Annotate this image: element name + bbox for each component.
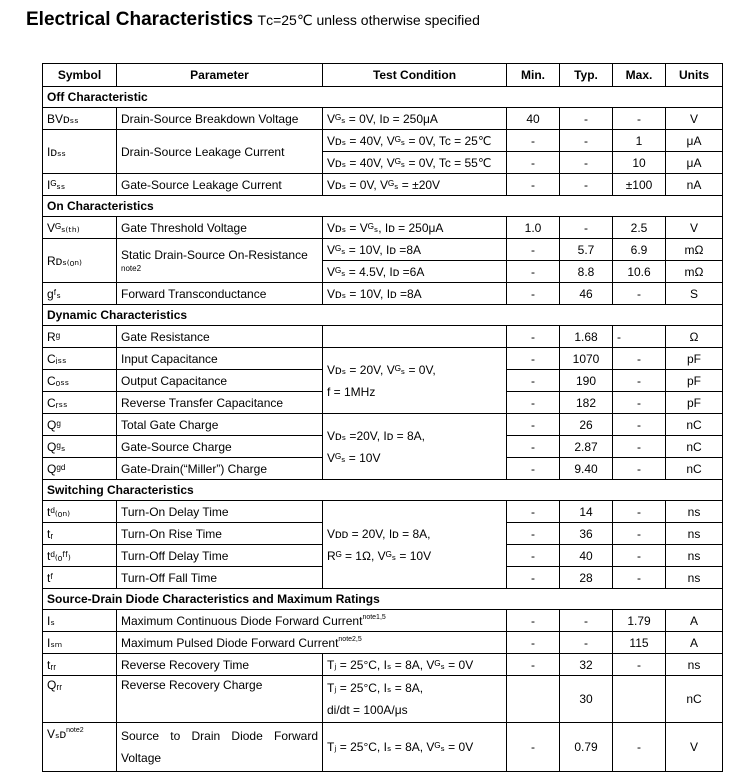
symbol-cell: tᵣ — [43, 523, 117, 545]
parameter-cell — [117, 632, 507, 654]
condition-cell — [323, 348, 507, 414]
condition-line: f = 1MHz — [327, 384, 376, 399]
min-cell: - — [507, 501, 560, 523]
parameter-cell: Output Capacitance — [117, 370, 323, 392]
min-cell: 1.0 — [507, 217, 560, 239]
parameter-cell: Gate Resistance — [117, 326, 323, 348]
condition-cell — [323, 676, 507, 723]
max-cell: 2.5 — [613, 217, 666, 239]
min-cell — [507, 676, 560, 723]
table-row — [43, 632, 723, 654]
unit-cell: pF — [666, 392, 723, 414]
unit-cell: ns — [666, 567, 723, 589]
parameter-cell — [117, 239, 323, 283]
symbol-cell: Cᵢₛₛ — [43, 348, 117, 370]
table-row — [43, 654, 723, 676]
symbol-cell: Vᴳₛ₍ₜₕ₎ — [43, 217, 117, 239]
table-row — [43, 501, 723, 523]
unit-cell: ns — [666, 654, 723, 676]
section-row — [43, 196, 723, 217]
section-switching: Switching Characteristics — [43, 480, 723, 501]
col-max: Max. — [613, 64, 666, 87]
unit-cell: nC — [666, 414, 723, 436]
typ-cell: 1070 — [560, 348, 613, 370]
col-units: Units — [666, 64, 723, 87]
max-cell: 10 — [613, 152, 666, 174]
symbol-cell: tᵈ₍ₒₙ₎ — [43, 501, 117, 523]
condition-cell: Vᴅₛ = 0V, Vᴳₛ = ±20V — [323, 174, 507, 196]
min-cell: - — [507, 414, 560, 436]
symbol-cell: Iᴳₛₛ — [43, 174, 117, 196]
min-cell: - — [507, 458, 560, 480]
typ-cell: 26 — [560, 414, 613, 436]
unit-cell: A — [666, 632, 723, 654]
typ-cell: 190 — [560, 370, 613, 392]
max-cell: 1.79 — [613, 610, 666, 632]
symbol-cell: Iₛ — [43, 610, 117, 632]
max-cell: - — [613, 283, 666, 305]
parameter-cell: Forward Transconductance — [117, 283, 323, 305]
parameter-line: Source to Drain Diode Forward — [121, 729, 318, 743]
min-cell: - — [507, 632, 560, 654]
parameter-cell: Turn-On Rise Time — [117, 523, 323, 545]
min-cell: - — [507, 283, 560, 305]
parameter-cell: Reverse Recovery Time — [117, 654, 323, 676]
min-cell: - — [507, 610, 560, 632]
condition-cell — [323, 326, 507, 348]
typ-cell: - — [560, 130, 613, 152]
max-cell: - — [613, 348, 666, 370]
min-cell: - — [507, 436, 560, 458]
condition-cell — [323, 501, 507, 589]
condition-cell: Vᴳₛ = 4.5V, Iᴅ =6A — [323, 261, 507, 283]
unit-cell: nC — [666, 436, 723, 458]
parameter-cell: Turn-Off Fall Time — [117, 567, 323, 589]
table-row — [43, 239, 723, 261]
table-row — [43, 676, 723, 723]
typ-cell: 182 — [560, 392, 613, 414]
condition-cell: Vᴳₛ = 0V, Iᴅ = 250μA — [323, 108, 507, 130]
table-row — [43, 326, 723, 348]
section-row — [43, 305, 723, 326]
max-cell: 10.6 — [613, 261, 666, 283]
condition-cell — [323, 414, 507, 480]
max-cell: - — [613, 545, 666, 567]
symbol-cell: tᵈ₍ₒᶠᶠ₎ — [43, 545, 117, 567]
unit-cell: mΩ — [666, 239, 723, 261]
unit-cell: pF — [666, 348, 723, 370]
parameter-text: Static Drain-Source On-Resistance — [121, 247, 308, 262]
symbol-cell — [43, 723, 117, 772]
max-cell: - — [613, 567, 666, 589]
unit-cell: nA — [666, 174, 723, 196]
section-dynamic: Dynamic Characteristics — [43, 305, 723, 326]
parameter-cell — [117, 610, 507, 632]
parameter-text: Maximum Continuous Diode Forward Current — [121, 613, 363, 628]
table-row — [43, 723, 723, 772]
note-ref: note2 — [66, 727, 84, 734]
symbol-cell: Qᵍₛ — [43, 436, 117, 458]
table-row — [43, 174, 723, 196]
page-title — [26, 9, 480, 31]
typ-cell: 0.79 — [560, 723, 613, 772]
symbol-cell: Qᵍᵈ — [43, 458, 117, 480]
section-diode: Source-Drain Diode Characteristics and Maximum Ratings — [43, 589, 723, 610]
col-parameter: Parameter — [117, 64, 323, 87]
min-cell: - — [507, 723, 560, 772]
table-row — [43, 610, 723, 632]
unit-cell: ns — [666, 501, 723, 523]
unit-cell: nC — [666, 676, 723, 723]
col-min: Min. — [507, 64, 560, 87]
symbol-text: Vₛᴅ — [47, 727, 67, 741]
unit-cell: V — [666, 108, 723, 130]
max-cell: - — [613, 326, 666, 348]
note-ref: note2 — [121, 263, 142, 273]
condition-cell: Vᴅₛ = 40V, Vᴳₛ = 0V, Tc = 25℃ — [323, 130, 507, 152]
symbol-cell: gᶠₛ — [43, 283, 117, 305]
parameter-cell: Gate-Source Leakage Current — [117, 174, 323, 196]
max-cell: - — [613, 108, 666, 130]
table-row — [43, 283, 723, 305]
table-row — [43, 217, 723, 239]
parameter-cell: Turn-Off Delay Time — [117, 545, 323, 567]
condition-line: Vᴳₛ = 10V — [327, 450, 381, 465]
parameter-cell: Reverse Recovery Charge — [117, 676, 323, 723]
unit-cell: ns — [666, 545, 723, 567]
min-cell: - — [507, 130, 560, 152]
typ-cell: - — [560, 174, 613, 196]
symbol-cell: Cₒₛₛ — [43, 370, 117, 392]
col-symbol: Symbol — [43, 64, 117, 87]
title-condition: Tᴄ=25℃ unless otherwise specified — [257, 12, 480, 28]
symbol-cell: Rᴅₛ₍ₒₙ₎ — [43, 239, 117, 283]
min-cell: - — [507, 261, 560, 283]
typ-cell: - — [560, 152, 613, 174]
min-cell: - — [507, 152, 560, 174]
parameter-text: Maximum Pulsed Diode Forward Current — [121, 635, 339, 650]
max-cell: - — [613, 723, 666, 772]
section-row — [43, 589, 723, 610]
condition-line: Rᴳ = 1Ω, Vᴳₛ = 10V — [327, 548, 432, 563]
min-cell: - — [507, 654, 560, 676]
header-row — [43, 64, 723, 87]
min-cell: - — [507, 239, 560, 261]
min-cell: - — [507, 392, 560, 414]
condition-cell: Vᴅₛ = 40V, Vᴳₛ = 0V, Tc = 55℃ — [323, 152, 507, 174]
unit-cell: μA — [666, 152, 723, 174]
section-row — [43, 480, 723, 501]
col-test-condition: Test Condition — [323, 64, 507, 87]
col-typ: Typ. — [560, 64, 613, 87]
max-cell: 115 — [613, 632, 666, 654]
unit-cell: μA — [666, 130, 723, 152]
title-main: Electrical Characteristics — [26, 9, 254, 30]
typ-cell: - — [560, 108, 613, 130]
unit-cell: V — [666, 217, 723, 239]
typ-cell: 28 — [560, 567, 613, 589]
typ-cell: 32 — [560, 654, 613, 676]
condition-cell: Tⱼ = 25°C, Iₛ = 8A, Vᴳₛ = 0V — [323, 654, 507, 676]
parameter-cell — [117, 723, 323, 772]
condition-cell: Vᴅₛ = 10V, Iᴅ =8A — [323, 283, 507, 305]
parameter-cell: Total Gate Charge — [117, 414, 323, 436]
unit-cell: mΩ — [666, 261, 723, 283]
unit-cell: ns — [666, 523, 723, 545]
symbol-cell: tᵣᵣ — [43, 654, 117, 676]
max-cell: - — [613, 654, 666, 676]
table-row — [43, 108, 723, 130]
symbol-cell: Qᵍ — [43, 414, 117, 436]
typ-cell: 5.7 — [560, 239, 613, 261]
max-cell: - — [613, 370, 666, 392]
parameter-cell: Reverse Transfer Capacitance — [117, 392, 323, 414]
max-cell: - — [613, 501, 666, 523]
unit-cell: pF — [666, 370, 723, 392]
unit-cell: Ω — [666, 326, 723, 348]
unit-cell: V — [666, 723, 723, 772]
typ-cell: 30 — [560, 676, 613, 723]
typ-cell: 8.8 — [560, 261, 613, 283]
typ-cell: 36 — [560, 523, 613, 545]
section-row — [43, 87, 723, 108]
note-ref: note2,5 — [338, 635, 362, 643]
condition-line: di/dt = 100A/μs — [327, 703, 408, 717]
parameter-cell: Drain-Source Leakage Current — [117, 130, 323, 174]
unit-cell: nC — [666, 458, 723, 480]
note-ref: note1,5 — [362, 613, 386, 621]
min-cell: - — [507, 174, 560, 196]
parameter-cell: Gate-Source Charge — [117, 436, 323, 458]
min-cell: - — [507, 567, 560, 589]
parameter-cell: Drain-Source Breakdown Voltage — [117, 108, 323, 130]
typ-cell: - — [560, 632, 613, 654]
min-cell: - — [507, 523, 560, 545]
condition-line: Vᴅᴅ = 20V, Iᴅ = 8A, — [327, 526, 431, 541]
section-on: On Characteristics — [43, 196, 723, 217]
condition-cell: Tⱼ = 25°C, Iₛ = 8A, Vᴳₛ = 0V — [323, 723, 507, 772]
max-cell: - — [613, 414, 666, 436]
max-cell: 6.9 — [613, 239, 666, 261]
typ-cell: 40 — [560, 545, 613, 567]
electrical-characteristics-table — [42, 63, 723, 772]
typ-cell: 1.68 — [560, 326, 613, 348]
min-cell: - — [507, 370, 560, 392]
typ-cell: - — [560, 217, 613, 239]
table-row — [43, 348, 723, 370]
symbol-cell: Iₛₘ — [43, 632, 117, 654]
condition-line: Vᴅₛ =20V, Iᴅ = 8A, — [327, 428, 425, 443]
typ-cell: 46 — [560, 283, 613, 305]
min-cell: - — [507, 326, 560, 348]
max-cell: - — [613, 458, 666, 480]
symbol-cell: Rᵍ — [43, 326, 117, 348]
symbol-cell: tᶠ — [43, 567, 117, 589]
symbol-cell: Iᴅₛₛ — [43, 130, 117, 174]
table-row — [43, 414, 723, 436]
parameter-cell: Turn-On Delay Time — [117, 501, 323, 523]
condition-line: Vᴅₛ = 20V, Vᴳₛ = 0V, — [327, 362, 436, 377]
symbol-cell: Qᵣᵣ — [43, 676, 117, 723]
parameter-line: Voltage — [121, 751, 162, 765]
max-cell: 1 — [613, 130, 666, 152]
max-cell: - — [613, 436, 666, 458]
table-row — [43, 130, 723, 152]
parameter-cell: Gate Threshold Voltage — [117, 217, 323, 239]
unit-cell: S — [666, 283, 723, 305]
symbol-cell: Cᵣₛₛ — [43, 392, 117, 414]
max-cell: ±100 — [613, 174, 666, 196]
typ-cell: 2.87 — [560, 436, 613, 458]
section-off: Off Characteristic — [43, 87, 723, 108]
parameter-cell: Gate-Drain(“Miller”) Charge — [117, 458, 323, 480]
min-cell: - — [507, 545, 560, 567]
max-cell — [613, 676, 666, 723]
typ-cell: - — [560, 610, 613, 632]
unit-cell: A — [666, 610, 723, 632]
symbol-cell: BVᴅₛₛ — [43, 108, 117, 130]
condition-cell: Vᴳₛ = 10V, Iᴅ =8A — [323, 239, 507, 261]
typ-cell: 14 — [560, 501, 613, 523]
condition-cell: Vᴅₛ = Vᴳₛ, Iᴅ = 250μA — [323, 217, 507, 239]
typ-cell: 9.40 — [560, 458, 613, 480]
parameter-cell: Input Capacitance — [117, 348, 323, 370]
min-cell: - — [507, 348, 560, 370]
max-cell: - — [613, 523, 666, 545]
condition-line: Tⱼ = 25°C, Iₛ = 8A, — [327, 681, 424, 695]
max-cell: - — [613, 392, 666, 414]
min-cell: 40 — [507, 108, 560, 130]
